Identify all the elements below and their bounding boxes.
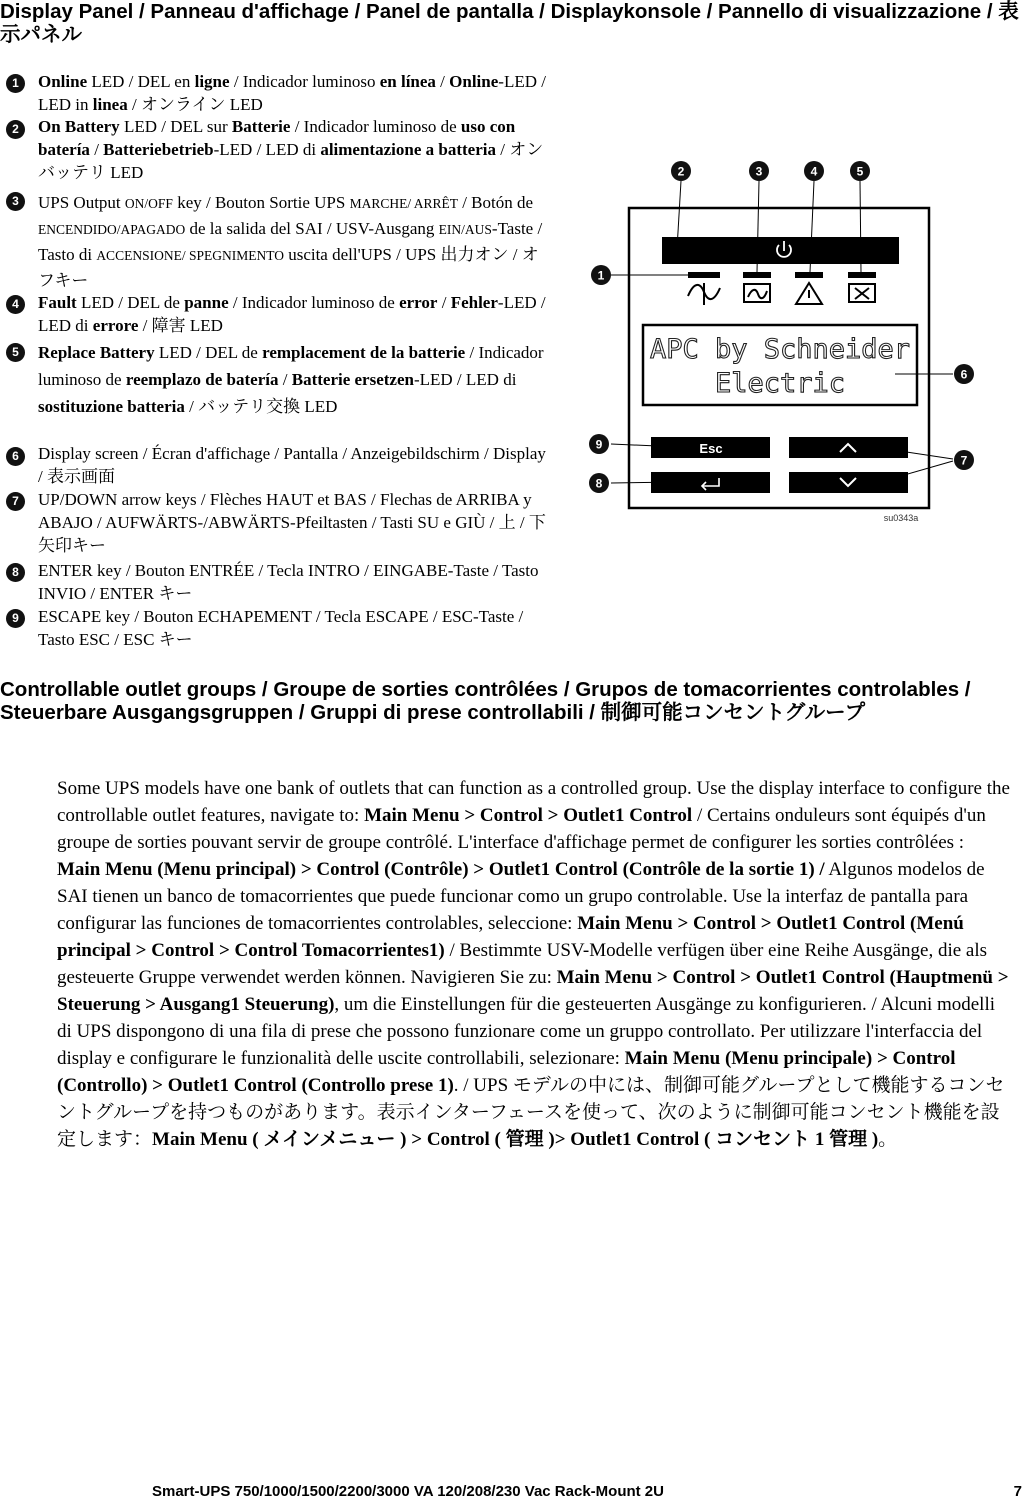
item-bold-text: error — [399, 293, 438, 312]
callout-4: 4 — [810, 164, 818, 179]
display-line-1: APC by Schneider — [649, 334, 911, 365]
item-bold-text: Fault — [38, 293, 77, 312]
item-bold-text: Online — [38, 72, 88, 91]
callout-badge: 3 — [6, 192, 25, 211]
item-text: / Botón de — [457, 193, 534, 212]
item-bold-text: reemplazo de batería — [125, 370, 279, 389]
list-item — [38, 70, 550, 116]
item-smallcaps: ENCENDIDO/APAGADO — [38, 222, 186, 237]
callout-badge: 5 — [6, 343, 25, 362]
callout-badge: 8 — [6, 563, 25, 582]
item-text: LED / DEL en — [87, 72, 195, 91]
item-text: -LED / LED di — [38, 293, 546, 335]
item-text: / Indicador luminoso de — [290, 117, 461, 136]
para-text: / Bestimmte USV-Modelle verfügen über eine Reihe Ausgänge, die als gesteuerte Gruppe verwendet werden können. Navigieren Sie zu: — [57, 940, 988, 988]
callout-badge: 2 — [6, 120, 25, 139]
item-text: / オンライン LED — [127, 95, 263, 114]
item-text: / — [437, 293, 451, 312]
callout-3: 3 — [755, 164, 763, 179]
online-led — [688, 272, 720, 278]
item-text: -LED / LED di — [213, 140, 321, 159]
item-text: key / Bouton Sortie UPS — [172, 193, 350, 212]
item-text: LED / DEL de — [154, 343, 263, 362]
item-text: ESCAPE key / Bouton ECHAPEMENT / Tecla ESCAPE / ESC-Taste / Tasto ESC / ESC キー — [38, 607, 524, 649]
page-number: 7 — [1013, 1483, 1022, 1500]
item-bold-text: Fehler — [450, 293, 498, 312]
menu-path: Main Menu (Menu principale) > Control (Controllo) > Outlet1 Control (Controllo prese 1) — [57, 1048, 956, 1096]
item-smallcaps: MARCHE/ ARRÊT — [349, 196, 458, 211]
item-bold-text: sostituzione batteria — [38, 397, 185, 416]
item-text: LED / DEL sur — [119, 117, 232, 136]
item-smallcaps: EIN/AUS — [438, 222, 492, 237]
item-text: de la salida del SAI / USV-Ausgang — [185, 219, 439, 238]
callout-badge: 7 — [6, 492, 25, 511]
menu-path: Main Menu > Control > Outlet1 Control (Menú principal > Control > Control Tomacorrientes1) — [57, 913, 964, 961]
callout-9: 9 — [595, 437, 603, 452]
on-battery-led — [743, 272, 771, 278]
item-bold-text: ligne — [194, 72, 230, 91]
item-bold-text: linea — [92, 95, 128, 114]
para-text: 。 — [878, 1129, 898, 1150]
item-text: / オンバッテリ LED — [38, 140, 544, 182]
down-button[interactable] — [789, 472, 908, 493]
callout-badge: 4 — [6, 295, 25, 314]
item-text: / — [435, 72, 450, 91]
item-bold-text: Batterie ersetzen — [291, 370, 414, 389]
list-item — [38, 339, 550, 420]
section-heading: Controllable outlet groups / Groupe de sorties contrôlées / Grupos de tomacorrientes controlables / Steuerbare Ausgangsgruppen / Gruppi di prese controllabili / 制御可能コンセントグループ — [0, 678, 971, 724]
callout-6: 6 — [960, 367, 968, 382]
callout-badge: 9 — [6, 609, 25, 628]
menu-path: Main Menu (Menu principal) > Control (Contrôle) > Outlet1 Control (Contrôle de la sortie 1) / — [57, 859, 825, 880]
item-text: -LED / LED in — [38, 72, 546, 114]
list-item — [38, 488, 550, 557]
para-text: Some UPS models have one bank of outlets that can function as a controlled group. Use the display interface to configure the controllable outlet features, navigate to: — [57, 778, 1010, 826]
list-item — [38, 190, 550, 293]
item-text: / — [278, 370, 292, 389]
item-text: / バッテリ交換 LED — [184, 397, 338, 416]
item-text: / Indicador luminoso de — [228, 293, 400, 312]
item-smallcaps: ON/OFF — [124, 196, 173, 211]
power-button — [662, 237, 899, 264]
callout-8: 8 — [595, 476, 603, 491]
item-text: / Indicador luminoso — [229, 72, 380, 91]
item-text: -Taste / Tasto di — [38, 219, 543, 264]
para-text: / Certains onduleurs sont équipés d'un groupe de sorties pouvant servir de groupe contrôlé. L'interface d'affichage permet de configurer les sorties contrôlées : — [57, 805, 986, 853]
page-title: Display Panel / Panneau d'affichage / Panel de pantalla / Displaykonsole / Pannello di visualizzazione / 表示パネル — [0, 0, 1019, 46]
list-item — [38, 442, 550, 488]
footer-title: Smart-UPS 750/1000/1500/2200/3000 VA 120/208/230 Vac Rack-Mount 2U — [152, 1483, 664, 1500]
item-text: UPS Output — [38, 193, 125, 212]
item-bold-text: Batteriebetrieb — [103, 140, 214, 159]
callout-2: 2 — [677, 164, 685, 179]
item-text: / — [89, 140, 104, 159]
item-text: ENTER key / Bouton ENTRÉE / Tecla INTRO / EINGABE-Taste / Tasto INVIO / ENTER キー — [38, 561, 539, 603]
item-bold-text: en línea — [379, 72, 436, 91]
item-text: / 障害 LED — [138, 316, 223, 335]
callout-badge: 1 — [6, 74, 25, 93]
menu-path: Main Menu > Control > Outlet1 Control (Hauptmenü > Steuerung > Ausgang1 Steuerung) — [57, 967, 1009, 1015]
item-bold-text: errore — [92, 316, 139, 335]
list-item — [38, 291, 550, 337]
item-text: uscita dell'UPS / UPS 出力オン / オフキー — [38, 245, 539, 290]
list-item — [38, 605, 550, 651]
list-item — [38, 559, 550, 605]
para-text: Algunos modelos de SAI tienen un banco de tomacorrientes que puede funcionar como un grupo controlable. Use la interfaz de pantalla para configurar las funciones de tomacorrientes controlables, seleccione: — [57, 859, 985, 934]
item-bold-text: Batterie — [231, 117, 291, 136]
replace-battery-led — [848, 272, 876, 278]
callout-1: 1 — [597, 268, 605, 283]
callout-7: 7 — [960, 453, 968, 468]
para-text: . / UPS モデルの中には、制御可能グループとして機能するコンセントグループを持つものがあります。表示インターフェースを使って、次のように制御可能コンセント機能を設定します： — [57, 1075, 1005, 1150]
display-line-2: Electric — [714, 368, 846, 399]
item-smallcaps: ACCENSIONE/ SPEGNIMENTO — [96, 248, 284, 263]
list-item — [38, 115, 550, 184]
esc-button-label: Esc — [699, 441, 723, 456]
item-bold-text: remplacement de la batterie — [262, 343, 466, 362]
menu-path: Main Menu ( メインメニュー ) > Control ( 管理 )> Outlet1 Control ( コンセント 1 管理 ) — [152, 1129, 879, 1150]
item-text: -LED / LED di — [413, 370, 517, 389]
item-bold-text: alimentazione a batteria — [320, 140, 496, 159]
callout-5: 5 — [856, 164, 864, 179]
figure-id: su0343a — [883, 513, 919, 523]
item-bold-text: uso con batería — [38, 117, 516, 159]
item-text: / Indicador luminoso de — [38, 343, 544, 389]
up-button[interactable] — [789, 437, 908, 458]
body-paragraph — [57, 775, 1012, 1153]
item-bold-text: Online — [449, 72, 499, 91]
item-text: LED / DEL de — [76, 293, 185, 312]
callout-badge: 6 — [6, 447, 25, 466]
para-text: , um die Einstellungen für die gesteuerten Ausgänge zu konfigurieren. / Alcuni modelli di UPS dispongono di una fila di prese che possono funzionare come un gruppo controllato. Per utilizzare l'interfaccia del display e configurare le funzionalità delle uscite controllabili, selezionare: — [57, 994, 996, 1069]
item-text: UP/DOWN arrow keys / Flèches HAUT et BAS / Flechas de ARRIBA y ABAJO / AUFWÄRTS-/ABWÄRTS-Pfeiltasten / Tasti SU e GIÙ / 上 / 下矢印キー — [38, 490, 546, 555]
item-text: Display screen / Écran d'affichage / Pantalla / Anzeigebildschirm / Display / 表示画面 — [38, 444, 546, 486]
item-bold-text: panne — [184, 293, 229, 312]
fault-led — [795, 272, 823, 278]
item-bold-text: On Battery — [38, 117, 120, 136]
menu-path: Main Menu > Control > Outlet1 Control — [364, 805, 693, 826]
page-footer — [152, 1483, 1022, 1500]
item-bold-text: Replace Battery — [38, 343, 155, 362]
display-panel-diagram — [580, 150, 980, 530]
